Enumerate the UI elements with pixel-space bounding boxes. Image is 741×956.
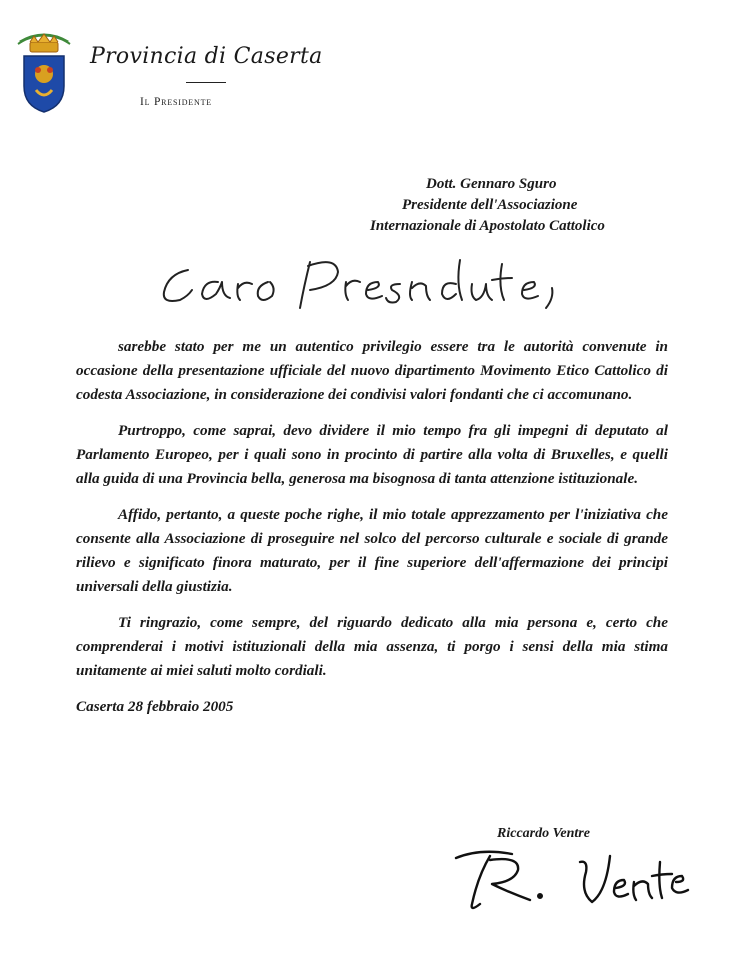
handwritten-signature	[450, 842, 690, 912]
date-line: Caserta 28 febbraio 2005	[76, 698, 234, 715]
body-paragraph-4: Ti ringrazio, come sempre, del riguardo dedicato alla mia persona e, certo che comprenderai i motivi istituzionali della mia assenza, ti porgo i sensi della mia stima unitamente ai miei saluti molto cordiali.	[76, 614, 668, 679]
coat-of-arms-icon	[14, 30, 74, 114]
handwritten-salutation	[150, 238, 570, 320]
organization-name: Provincia di Caserta	[90, 44, 323, 69]
recipient-name: Dott. Gennaro Sguro	[426, 176, 557, 192]
recipient-title: Presidente dell'Associazione	[402, 197, 578, 213]
organization-role: Il Presidente	[140, 96, 212, 108]
recipient-block	[350, 174, 670, 237]
recipient-organization: Internazionale di Apostolato Cattolico	[370, 218, 605, 234]
letterhead-divider	[186, 82, 226, 83]
body-paragraph-3: Affido, pertanto, a queste poche righe, il mio totale apprezzamento per l'iniziativa che consente alla Associazione di proseguire nel solco del percorso culturale e sociale di grande rilievo e significato finora maturato, per il fine superiore dell'affermazione dei principi universali della giustizia.	[76, 506, 668, 595]
letter-body	[76, 335, 668, 731]
body-paragraph-1: sarebbe stato per me un autentico privilegio essere tra le autorità convenute in occasione della presentazione ufficiale del nuovo dipartimento Movimento Etico Cattolico di codesta Associazione, in considerazione dei condivisi valori fondanti che ci accomunano.	[76, 338, 668, 403]
body-paragraph-2: Purtroppo, come saprai, devo dividere il mio tempo fra gli impegni di deputato al Parlamento Europeo, per i quali sono in procinto di partire alla volta di Bruxelles, e quelli alla guida di una Provincia bella, generosa ma bisognosa di tanta attenzione istituzionale.	[76, 422, 668, 487]
signer-name: Riccardo Ventre	[497, 826, 590, 841]
